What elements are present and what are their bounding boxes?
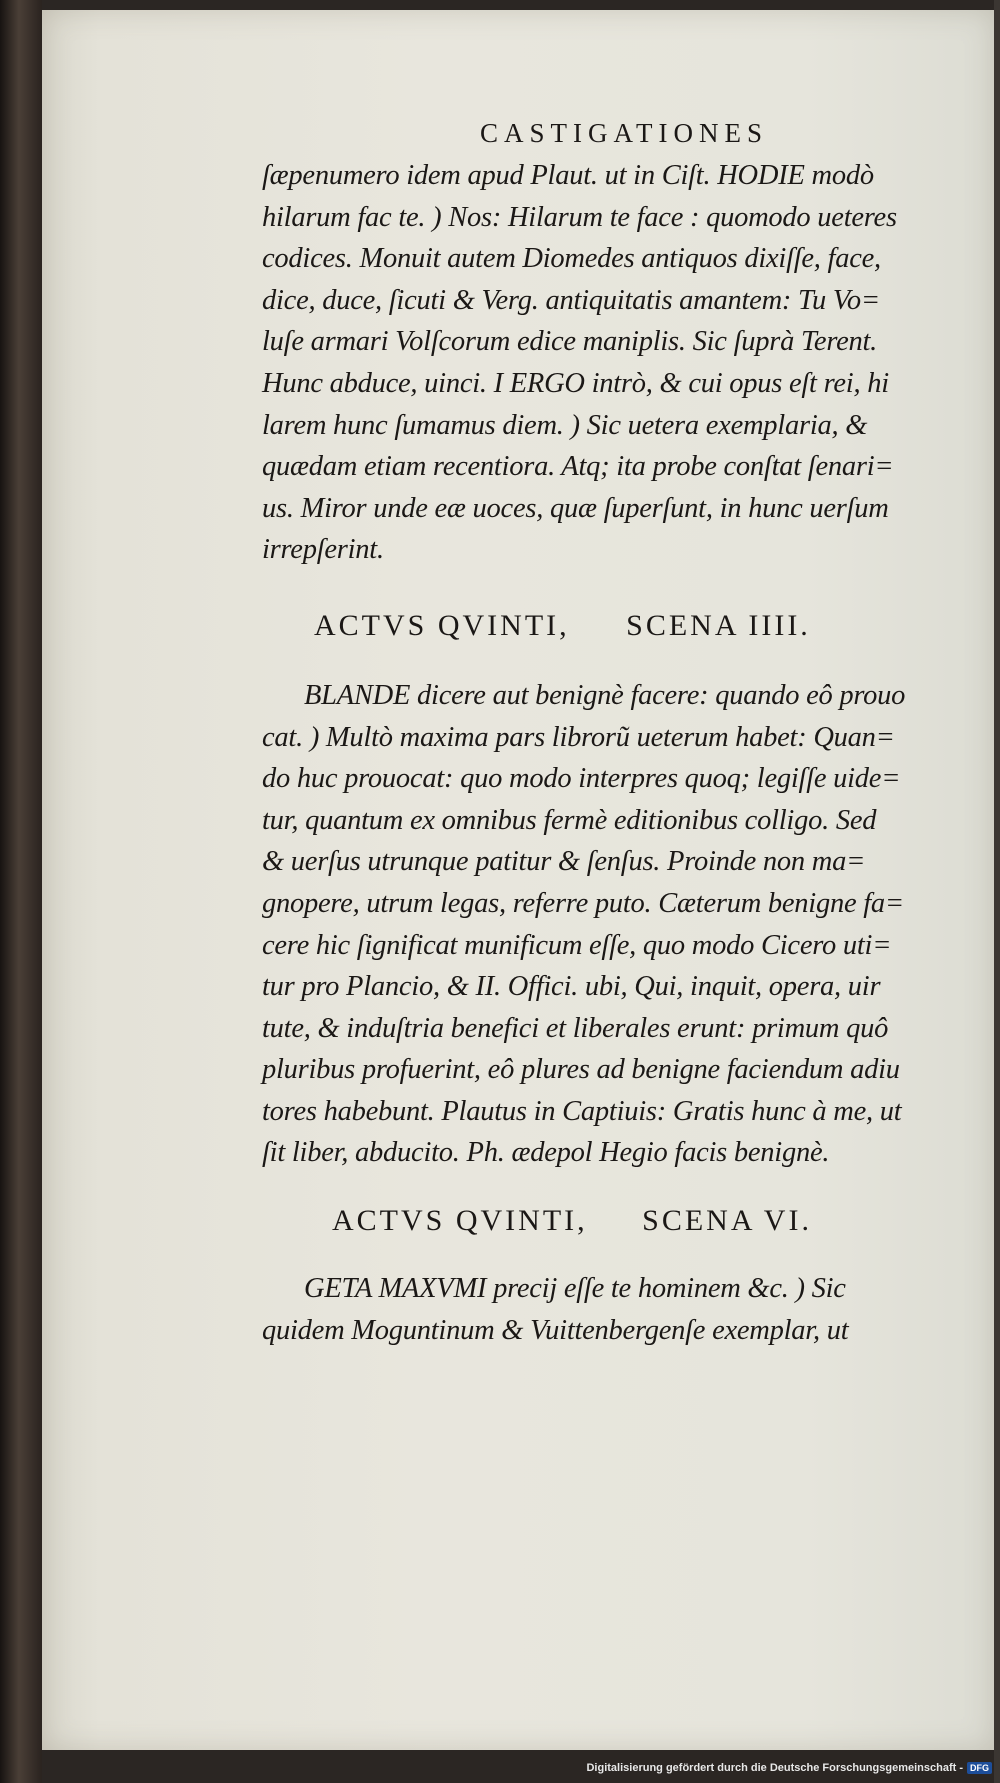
text-line: quidem Moguntinum & Vuittenbergenſe exemplar, ut [262,1314,849,1346]
text-line: hilarum fac te. ) Nos: Hilarum te face : quomodo ueteres [262,201,897,233]
credit-text: Digitalisierung gefördert durch die Deutsche Forschungsgemeinschaft - [586,1762,963,1774]
dfg-logo: DFG [967,1762,992,1774]
text-line: GETA MAXVMI precij eſſe te hominem &c. ) Sic [304,1273,846,1305]
text-line: codices. Monuit autem Diomedes antiquos dixiſſe, face, [262,243,881,275]
text-line: BLANDE dicere aut benignè facere: quando eô prouo [304,679,906,711]
text-line: irrepſerint. [262,534,384,566]
text-line: tores habebunt. Plautus in Captiuis: Gratis hunc à me, ut [262,1095,902,1127]
text-line: tute, & induſtria benefici et liberales erunt: primum quô [262,1012,889,1044]
paragraph-scena-iiii [262,675,968,1174]
running-head: CASTIGATIONES [479,118,768,148]
text-line: do huc prouocat: quo modo interpres quoq; legiſſe uide= [262,763,901,795]
scan-right-edge [994,0,1000,1783]
text-line: Hunc abduce, uinci. I ERGO intrò, & cui opus eſt rei, hi [262,367,889,399]
section-heading-scena-iiii [262,609,968,643]
text-line: larem hunc ſumamus diem. ) Sic uetera exemplaria, & [262,409,868,441]
heading-act-label: ACTVS QVINTI, [332,1204,588,1238]
text-line: cere hic ſignificat munificum eſſe, quo modo Cicero uti= [262,929,892,961]
text-line: tur pro Plancio, & II. Offici. ubi, Qui, inquit, opera, uir [262,971,881,1003]
text-line: tur, quantum ex omnibus fermè editionibus colligo. Sed [262,804,877,836]
text-line: us. Miror unde eæ uoces, quæ ſuperſunt, in hunc uerſum [262,492,889,524]
text-line: & uerſus utrunque patitur & ſenſus. Proinde non ma= [262,846,866,878]
text-line: ſit liber, abducito. Ph. ædepol Hegio facis benignè. [262,1137,830,1169]
text-line: quædam etiam recentiora. Atq; ita probe conſtat ſenari= [262,451,894,483]
text-line: gnopere, utrum legas, referre puto. Cæterum benigne fa= [262,887,904,919]
digitization-credit [586,1759,992,1777]
heading-scene-label: SCENA VI. [642,1204,812,1238]
text-line: luſe armari Volſcorum edice maniplis. Sic ſuprà Terent. [262,326,878,358]
text-line: pluribus profuerint, eô plures ad benigne faciendum adiu [262,1054,900,1086]
heading-scene-label: SCENA IIII. [626,608,811,642]
text-line: cat. ) Multò maxima pars librorũ ueterum habet: Quan= [262,721,895,753]
heading-act-label: ACTVS QVINTI, [314,608,570,642]
book-page [42,10,994,1750]
page-text-block [262,118,968,1351]
paragraph-scena-vi [262,1268,968,1351]
paragraph-top [262,155,968,571]
text-line: dice, duce, ſicuti & Verg. antiquitatis amantem: Tu Vo= [262,284,880,316]
text-line: ſæpenumero idem apud Plaut. ut in Ciſt. HODIE modò [262,160,874,191]
section-heading-scena-vi [262,1204,968,1238]
book-spine-edge [0,0,42,1783]
